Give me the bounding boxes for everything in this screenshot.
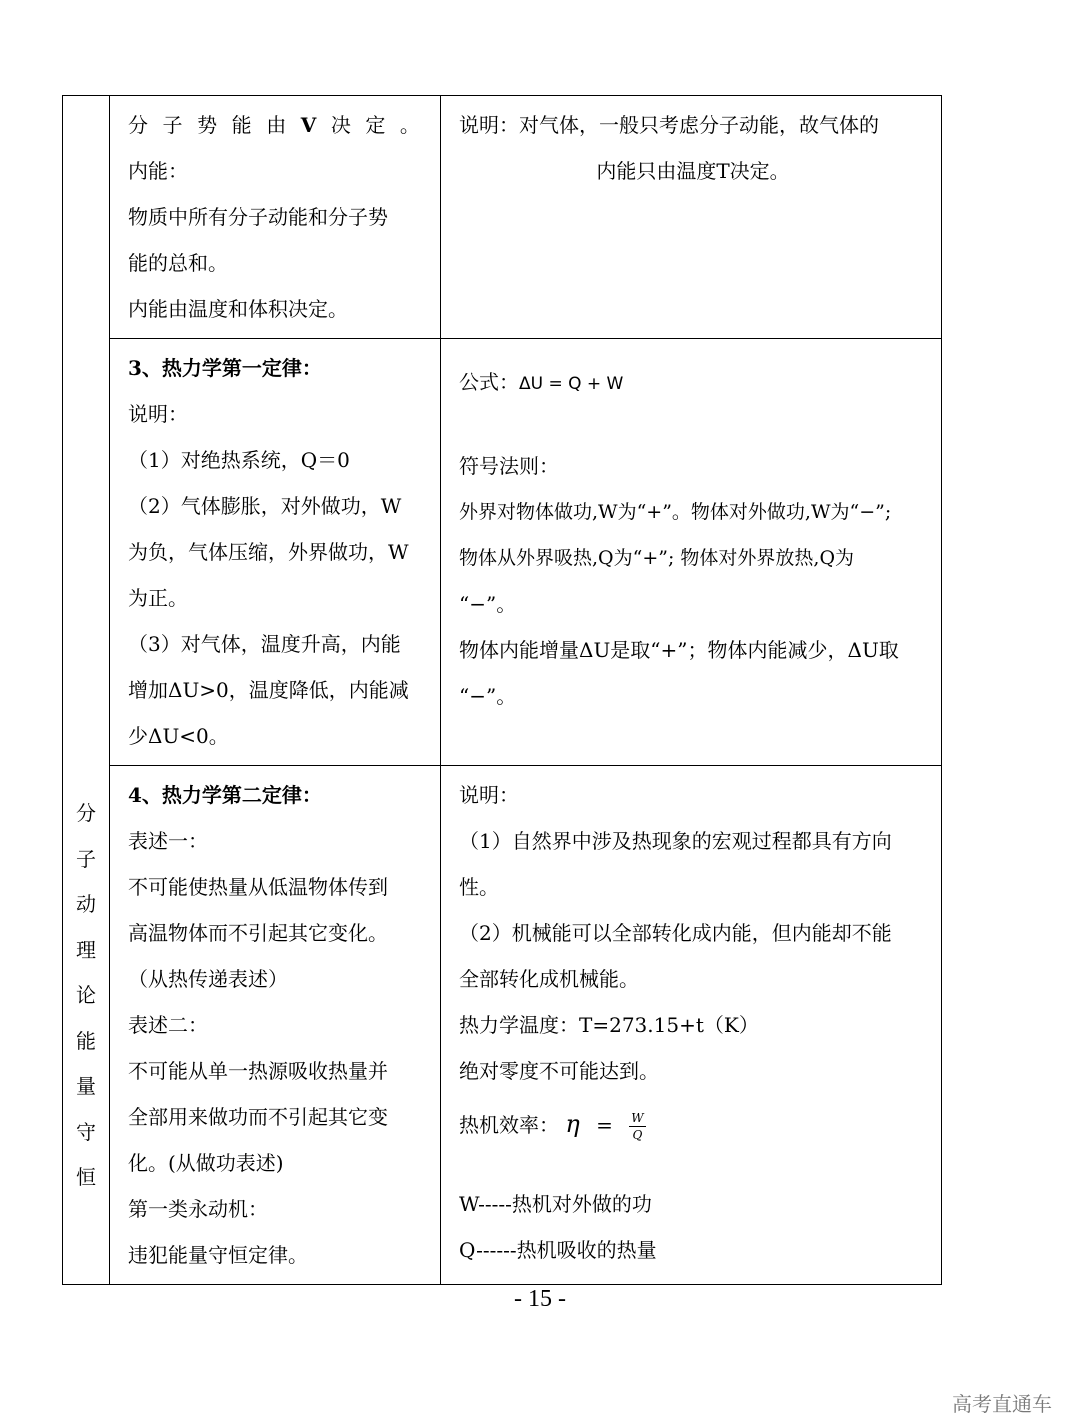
equals-sign: = xyxy=(596,1113,613,1137)
text-line: （1）对绝热系统，Q＝0 xyxy=(128,448,350,472)
char: 能 xyxy=(231,113,252,137)
side-char: 分 xyxy=(76,801,96,825)
char: 子 xyxy=(162,113,183,137)
text-line: W-----热机对外做的功 xyxy=(459,1192,652,1216)
text-line: （3）对气体，温度升高，内能 xyxy=(128,632,401,656)
row1-left-cell xyxy=(110,96,441,339)
section-title: 3、热力学第一定律： xyxy=(128,356,322,380)
text-line: 说明： xyxy=(459,783,519,807)
text-line: 增加ΔU>0，温度降低，内能减 xyxy=(128,678,409,702)
table-row-2 xyxy=(63,339,942,766)
char: 分 xyxy=(128,113,148,137)
formula: ΔU = Q + W xyxy=(519,374,624,394)
side-char: 子 xyxy=(76,846,96,871)
table-row-1 xyxy=(63,96,942,339)
text-line: 全部转化成机械能。 xyxy=(459,967,639,991)
efficiency-fraction xyxy=(629,1111,645,1142)
text-line: 内能： xyxy=(128,159,188,183)
char: 势 xyxy=(197,113,218,137)
spacer xyxy=(459,407,927,443)
side-char: 能 xyxy=(76,1028,96,1053)
side-char: 论 xyxy=(76,983,96,1007)
char: 。 xyxy=(399,113,420,137)
section-title: 4、热力学第二定律： xyxy=(128,783,322,807)
text-line: 为负，气体压缩，外界做功，W xyxy=(128,540,409,564)
text-line: 表述二： xyxy=(128,1013,208,1037)
text-line: 物体内能增量ΔU是取“+”；物体内能减少，ΔU取 xyxy=(459,638,899,662)
row3-left-cell xyxy=(110,766,441,1285)
text-line: 绝对零度不可能达到。 xyxy=(459,1059,659,1083)
text-line: 全部用来做功而不引起其它变 xyxy=(128,1105,388,1129)
text-line: 化。(从做功表述) xyxy=(128,1151,284,1175)
text-line: （2）机械能可以全部转化成内能，但内能却不能 xyxy=(459,921,892,945)
text-line: 内能由温度和体积决定。 xyxy=(128,297,348,321)
side-char: 理 xyxy=(76,937,96,962)
text-line: （2）气体膨胀，对外做功，W xyxy=(128,494,402,518)
text-line: 性。 xyxy=(459,875,499,899)
side-label xyxy=(63,96,109,1201)
efficiency-line xyxy=(459,1094,927,1155)
text-line: 不可能使热量从低温物体传到 xyxy=(128,875,388,899)
fraction-numerator: W xyxy=(631,1111,644,1125)
char: 定 xyxy=(365,113,386,137)
row1-right-cell xyxy=(441,96,942,339)
text-line: 表述一： xyxy=(128,829,208,853)
text-line: 第一类永动机： xyxy=(128,1197,268,1221)
text-line: “−”。 xyxy=(459,684,517,708)
row2-left-cell xyxy=(110,339,441,766)
efficiency-label: 热机效率： xyxy=(459,1113,559,1137)
row3-right-cell xyxy=(441,766,942,1285)
text-line: 能的总和。 xyxy=(128,251,228,275)
text-line: 高温物体而不引起其它变化。 xyxy=(128,921,388,945)
text-line: 符号法则： xyxy=(459,454,559,478)
side-char: 动 xyxy=(76,892,96,916)
row2-right-cell xyxy=(441,339,942,766)
watermark: 高考直通车 xyxy=(952,1392,1052,1416)
text-line: 为正。 xyxy=(128,586,188,610)
text-line: 说明：对气体，一般只考虑分子动能，故气体的 xyxy=(459,113,879,137)
text-line: 少ΔU<0。 xyxy=(128,724,229,748)
char: 决 xyxy=(330,113,351,137)
char: V xyxy=(300,113,317,137)
text-line: （从热传递表述） xyxy=(128,967,288,991)
side-char: 恒 xyxy=(76,1165,96,1189)
char: 由 xyxy=(266,113,287,137)
text-line: 物体从外界吸热,Q为“+”; 物体对外界放热,Q为 xyxy=(459,547,855,569)
text-line: 物质中所有分子动能和分子势 xyxy=(128,205,388,229)
formula-line xyxy=(459,359,927,407)
spacer xyxy=(459,1155,927,1181)
text-line: 热力学温度：T=273.15+t（K） xyxy=(459,1013,759,1037)
fraction-denominator: Q xyxy=(632,1128,643,1142)
text-line: “−”。 xyxy=(459,592,517,616)
side-label-cell xyxy=(63,96,110,1285)
text-line: 不可能从单一热源吸收热量并 xyxy=(128,1059,388,1083)
row1-left-line1 xyxy=(128,102,420,148)
text-line: 说明： xyxy=(128,402,188,426)
text-line: 外界对物体做功,W为“+”。物体对外做功,W为“−”; xyxy=(459,501,892,523)
eta-symbol: η xyxy=(565,1110,580,1138)
side-char: 守 xyxy=(76,1119,96,1144)
page-number: - 15 - xyxy=(514,1286,566,1312)
content-table xyxy=(62,95,942,1285)
side-char: 量 xyxy=(76,1074,96,1098)
table-row-3 xyxy=(63,766,942,1285)
text-line: 违犯能量守恒定律。 xyxy=(128,1243,308,1267)
text-line: Q------热机吸收的热量 xyxy=(459,1238,657,1262)
text-line: （1）自然界中涉及热现象的宏观过程都具有方向 xyxy=(459,829,892,853)
text-line: 内能只由温度T决定。 xyxy=(596,159,790,183)
formula-label: 公式： xyxy=(459,370,519,394)
